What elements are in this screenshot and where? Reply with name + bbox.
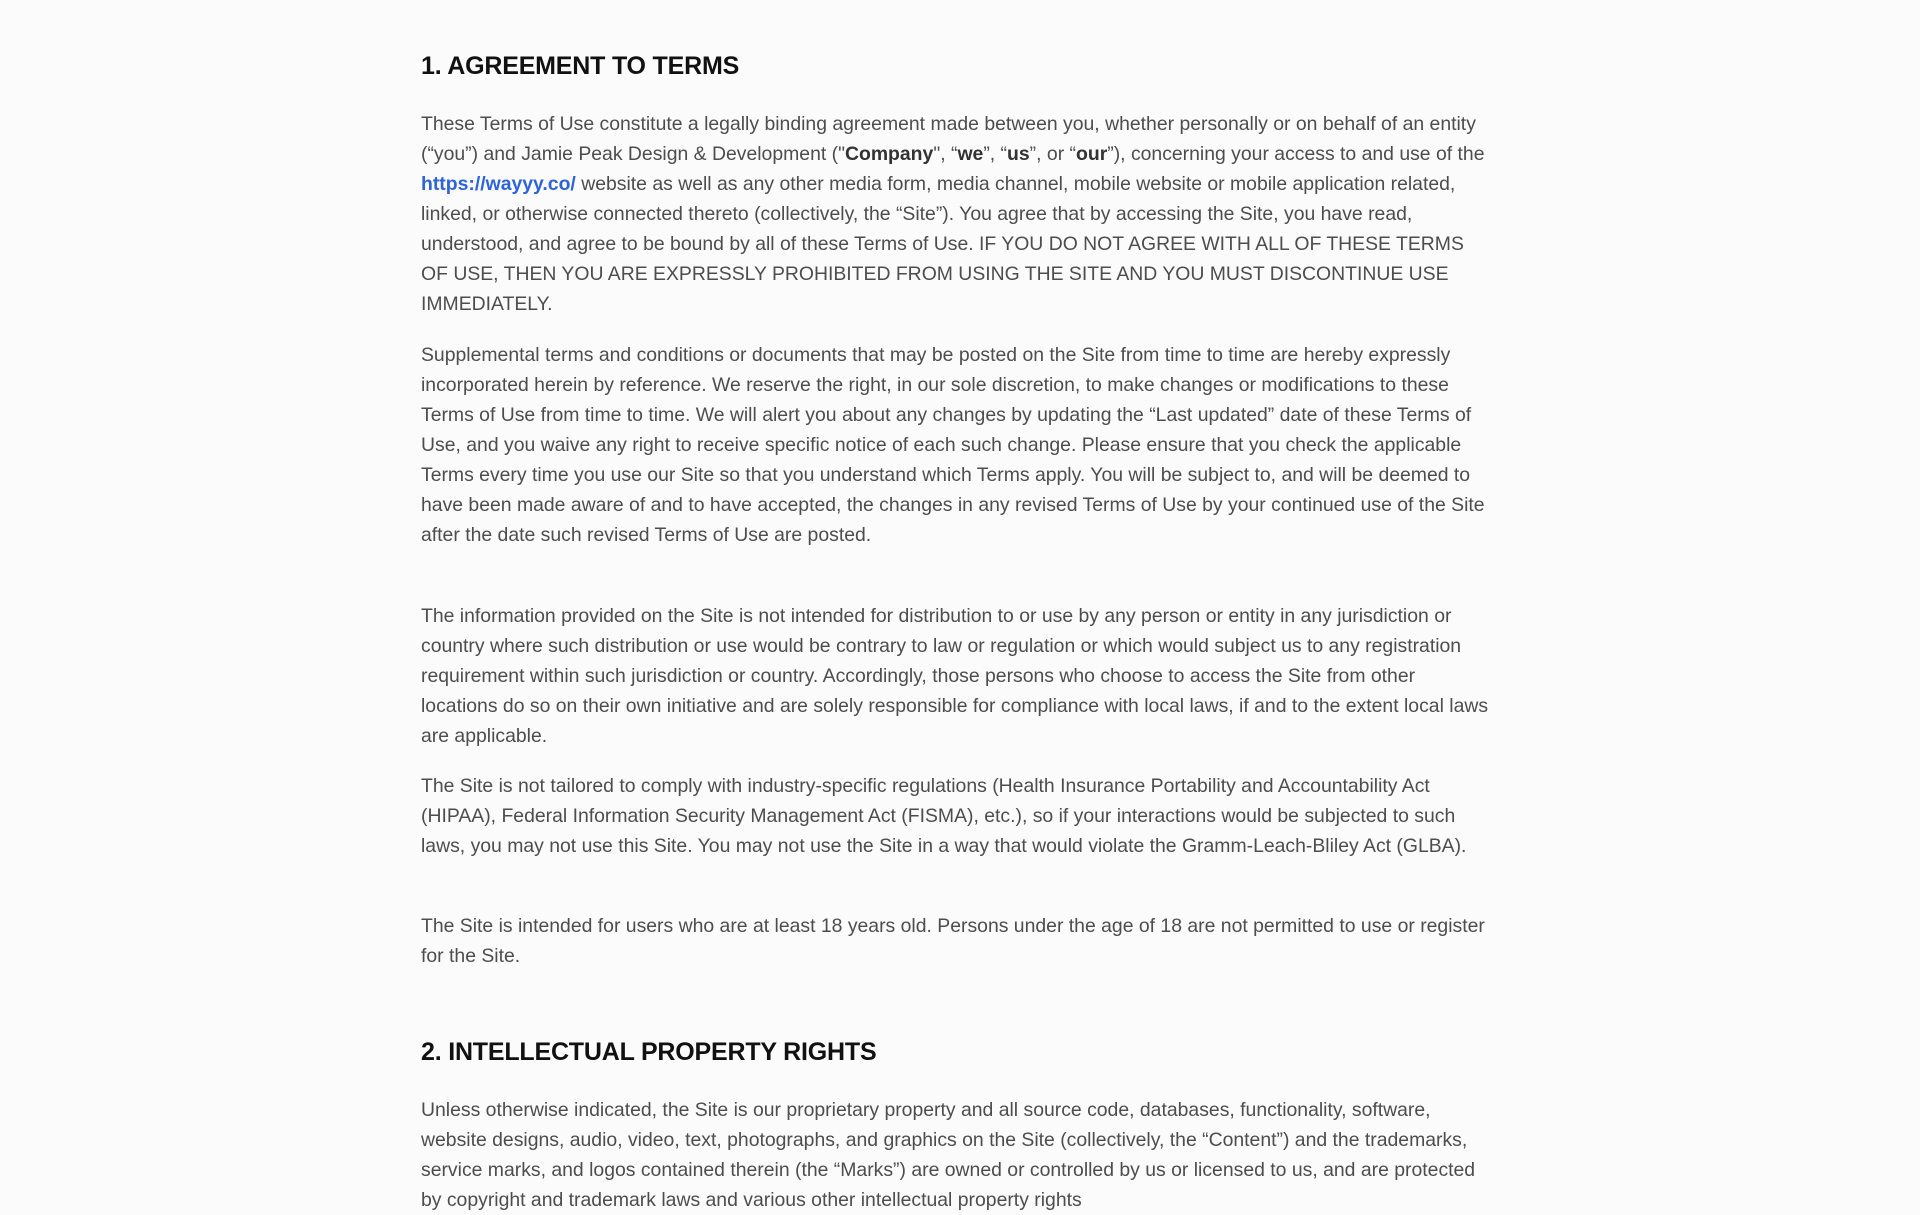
section-heading-intellectual-property-rights: 2. INTELLECTUAL PROPERTY RIGHTS — [421, 1038, 877, 1066]
bold-us: us — [1007, 143, 1030, 165]
agreement-paragraph-1 — [421, 109, 1496, 319]
text-span: ”), concerning your access to and use of the — [1107, 143, 1485, 165]
agreement-paragraph-2: Supplemental terms and conditions or documents that may be posted on the Site from time to time are hereby expressly incorporated herein by reference. We reserve the right, in our sole discretion, to make changes or modifications to these Terms of Use from time to time. We will alert you about any changes by updating the “Last updated” date of these Terms of Use, and you waive any right to receive specific notice of each such change. Please ensure that you check the applicable Terms every time you use our Site so that you understand which Terms apply. You will be subject to, and will be deemed to have been made aware of and to have accepted, the changes in any revised Terms of Use by your continued use of the Site after the date such revised Terms of Use are posted. — [421, 344, 1485, 546]
bold-company: Company — [844, 143, 934, 165]
website-link[interactable]: https://wayyy.co/ — [421, 173, 576, 195]
agreement-paragraph-3: The information provided on the Site is not intended for distribution to or use by any person or entity in any jurisdiction or country where such distribution or use would be contrary to law or regulation or which would subject us to any registration requirement within such jurisdiction or country. Accordingly, those persons who choose to access the Site from other locations do so on their own initiative and are solely responsible for compliance with local laws, if and to the extent local laws are applicable. — [421, 605, 1489, 747]
text-span: ”, or “ — [1029, 143, 1076, 165]
text-span: These Terms of Use constitute a legally binding agreement made between you, whether personally or on behalf of an entity (“you”) and Jamie Peak Design & Development (" — [421, 113, 1476, 165]
text-span: website as well as any other media form, media channel, mobile website or mobile application related, linked, or otherwise connected thereto (collectively, the “Site”). You agree that by accessing the Site, you have read, understood, and agree to be bound by all of these Terms of Use. IF YOU DO NOT AGREE WITH ALL OF THESE TERMS OF USE, THEN YOU ARE EXPRESSLY PROHIBITED FROM USING THE SITE AND YOU MUST DISCONTINUE USE IMMEDIATELY. — [421, 173, 1464, 315]
bold-our: our — [1076, 143, 1108, 165]
ip-paragraph-1: Unless otherwise indicated, the Site is our proprietary property and all source code, databases, functionality, software, website designs, audio, video, text, photographs, and graphics on the Site (collectively, the “Content”) and the trademarks, service marks, and logos contained therein (the “Marks”) are owned or controlled by us or licensed to us, and are protected by copyright and trademark laws and various other intellectual property rights — [421, 1099, 1476, 1211]
agreement-paragraph-4: The Site is not tailored to comply with industry-specific regulations (Health Insurance Portability and Accountability Act (HIPAA), Federal Information Security Management Act (FISMA), etc.), so if your interactions would be subjected to such laws, you may not use this Site. You may not use the Site in a way that would violate the Gramm-Leach-Bliley Act (GLBA). — [421, 775, 1467, 857]
text-span: ", “ — [933, 143, 958, 165]
section-heading-agreement-to-terms: 1. AGREEMENT TO TERMS — [421, 52, 740, 80]
agreement-paragraph-5: The Site is intended for users who are at least 18 years old. Persons under the age of 18 are not permitted to use or register for the Site. — [421, 915, 1485, 967]
bold-we: we — [957, 143, 984, 165]
text-span: ”, “ — [983, 143, 1008, 165]
